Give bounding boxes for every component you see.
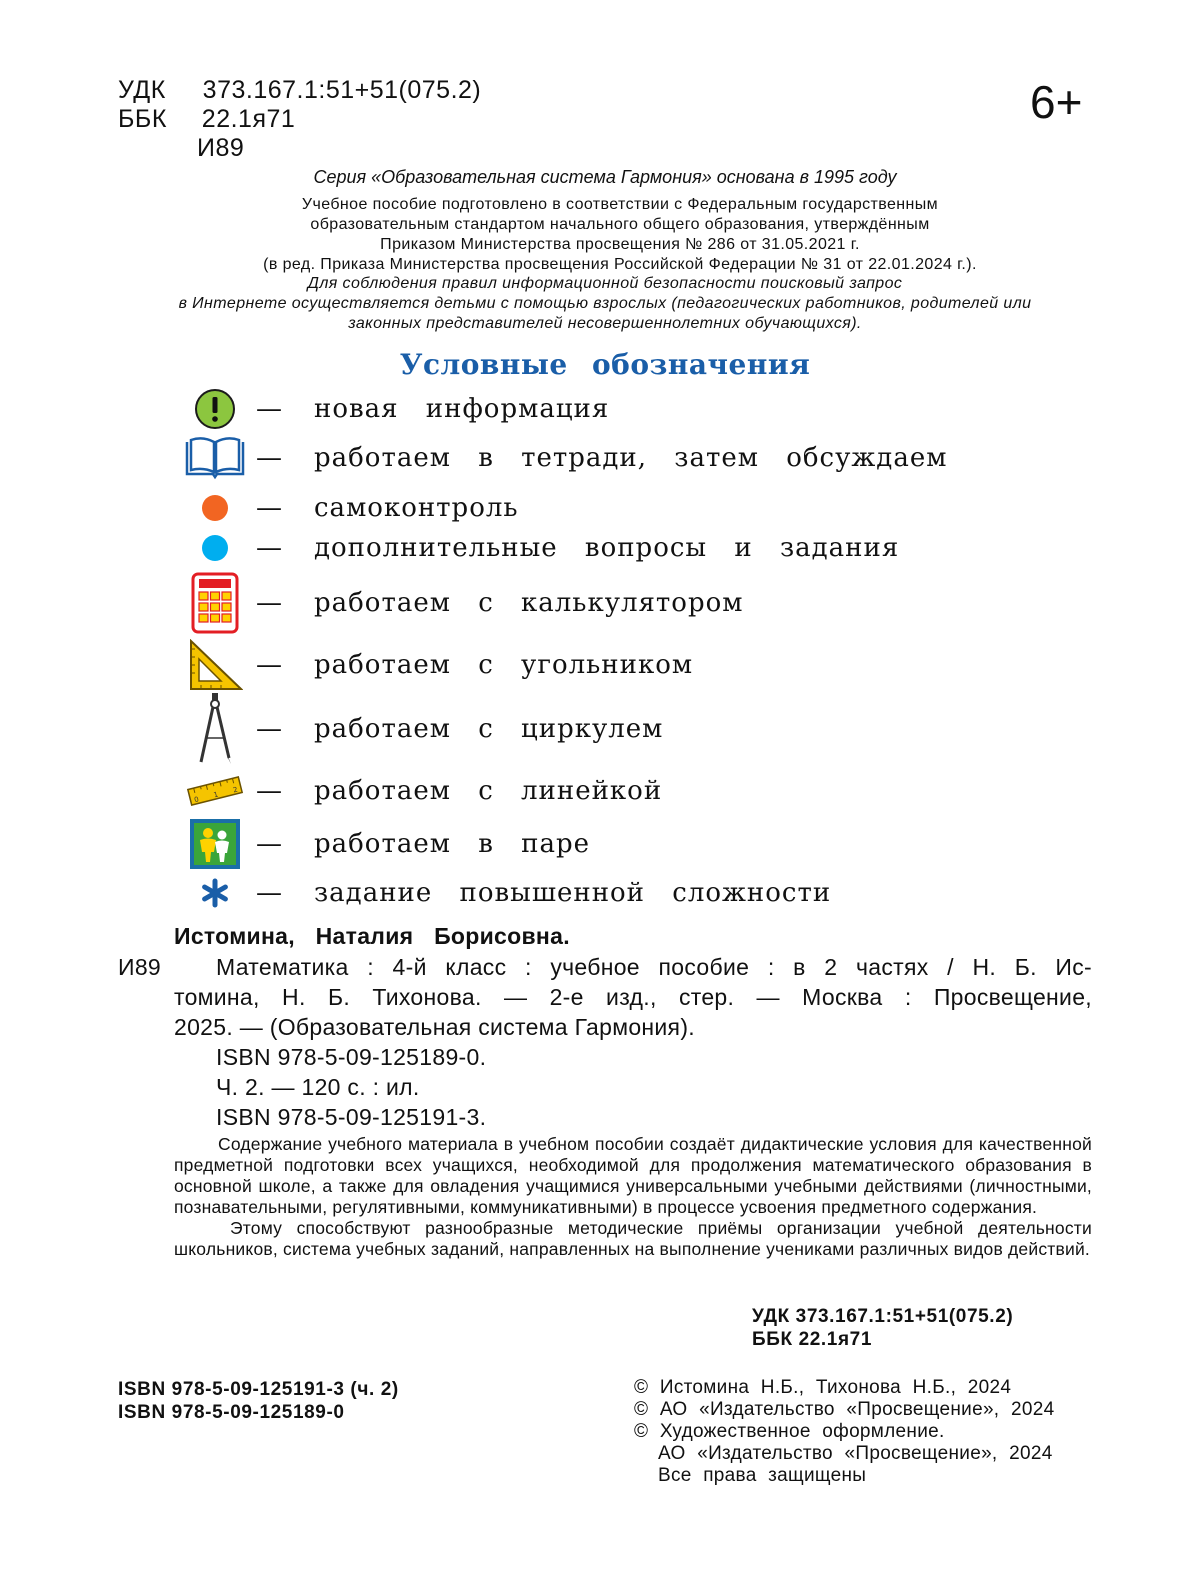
legend-item-set-square	[180, 636, 1080, 694]
biblio-line: Математика : 4-й класс : учебное пособие : в 2 частях / Н. Б. Ис-	[216, 954, 1092, 980]
pair-work-icon	[180, 816, 250, 872]
ruler-digit: 0	[193, 795, 200, 805]
safety-block	[0, 274, 1200, 334]
biblio-record	[174, 952, 1092, 1132]
calculator-icon	[180, 571, 250, 635]
udk-line	[118, 76, 481, 104]
legend-text: дополнительные вопросы и задания	[314, 533, 900, 563]
bbk-value: 22.1я71	[201, 105, 296, 133]
bbk-label: ББК	[118, 105, 167, 133]
legend-text: работаем в паре	[314, 829, 590, 859]
legend-dash: —	[256, 714, 282, 744]
legend-item-compass	[180, 692, 1080, 766]
legend-dash: —	[256, 533, 282, 563]
notice-block	[0, 195, 1200, 275]
legend-text: новая информация	[314, 394, 610, 424]
bbk-line	[118, 105, 295, 133]
copyright-line: Все права защищены	[658, 1465, 867, 1486]
legend-item-pair-work	[180, 816, 1080, 872]
set-square-icon	[180, 636, 250, 694]
legend-text: самоконтроль	[314, 493, 519, 523]
author-heading: Истомина, Наталия Борисовна.	[174, 923, 570, 949]
blue-dot-icon	[180, 523, 250, 573]
copyright-block	[634, 1377, 1096, 1487]
legend-item-extra-questions	[180, 523, 1080, 573]
compass-icon	[180, 692, 250, 766]
legend-dash: —	[256, 776, 282, 806]
safety-line: законных представителей несовершеннолетних обучающихся).	[348, 315, 862, 332]
ruler-digit: 1	[212, 790, 220, 800]
isbn-part: ISBN 978-5-09-125191-3.	[216, 1104, 487, 1130]
udk-value: 373.167.1:51+51(075.2)	[202, 76, 482, 104]
notice-line: (в ред. Приказа Министерства просвещения Российской Федерации № 31 от 22.01.2024 г.).	[263, 256, 977, 273]
notice-line: Учебное пособие подготовлено в соответствии с Федеральным государственным	[301, 196, 939, 213]
isbn-line: ISBN 978-5-09-125191-3 (ч. 2)	[118, 1379, 399, 1400]
legend-title: Условные обозначения	[399, 348, 811, 381]
ruler-icon	[180, 766, 250, 816]
legend-dash: —	[256, 493, 282, 523]
footer-bbk: ББК 22.1я71	[752, 1329, 872, 1350]
biblio-mark: И89	[118, 954, 162, 980]
legend-item-ruler	[180, 766, 1080, 816]
udk-label: УДК	[118, 76, 166, 104]
legend-dash: —	[256, 829, 282, 859]
legend-text: задание повышенной сложности	[314, 878, 832, 908]
abstract-paragraph: Этому способствуют разнообразные методические приёмы организации учебной деятельности школьников, система учебных заданий, направленных на выполнение учениками различных видов действий.	[174, 1218, 1092, 1259]
isbn-line: ISBN 978-5-09-125189-0	[118, 1402, 345, 1423]
legend-item-new-info	[180, 384, 1080, 434]
legend-dash: —	[256, 878, 282, 908]
abstract-paragraph: Содержание учебного материала в учебном пособии создаёт дидактические условия для качественной предметной подготовки всех учащихся, необходимой для продолжения математического образования в основной школе, а также для овладения учащимися универсальными учебными действиями (личностными, познавательными, регулятивными, коммуникативными) в процессе усвоения предметного содержания.	[174, 1134, 1092, 1217]
copyright-line: © Истомина Н.Б., Тихонова Н.Б., 2024	[634, 1377, 1012, 1398]
legend-item-advanced-task	[180, 870, 1080, 916]
footer-codes	[752, 1305, 1013, 1351]
legend-dash: —	[256, 650, 282, 680]
ruler-digit: 2	[232, 785, 239, 795]
legend-dash: —	[256, 588, 282, 618]
author-mark: И89	[197, 134, 245, 162]
legend-item-calculator	[180, 571, 1080, 635]
legend-text: работаем с циркулем	[314, 714, 664, 744]
notice-line: образовательным стандартом начального общего образования, утверждённым	[310, 216, 930, 233]
asterisk-icon	[180, 870, 250, 916]
abstract	[174, 1134, 1092, 1260]
age-rating: 6+	[1030, 76, 1083, 128]
copyright-line: АО «Издательство «Просвещение», 2024	[658, 1443, 1053, 1464]
open-book-icon	[180, 433, 250, 483]
series-line: Серия «Образовательная система Гармония» основана в 1995 году	[313, 167, 897, 187]
safety-line: в Интернете осуществляется детьми с помощью взрослых (педагогических работников, родителей или	[178, 295, 1032, 312]
legend-item-notebook	[180, 433, 1080, 483]
legend-dash: —	[256, 394, 282, 424]
isbn-block	[118, 1378, 399, 1424]
safety-line: Для соблюдения правил информационной безопасности поисковый запрос	[307, 275, 903, 292]
notice-line: Приказом Министерства просвещения № 286 от 31.05.2021 г.	[380, 236, 860, 253]
legend-text: работаем с угольником	[314, 650, 694, 680]
exclamation-icon	[180, 384, 250, 434]
copyright-line: © Художественное оформление.	[634, 1421, 945, 1442]
biblio-line: 2025. — (Образовательная система Гармония).	[174, 1014, 695, 1040]
footer-udk: УДК 373.167.1:51+51(075.2)	[752, 1306, 1014, 1327]
legend-text: работаем с калькулятором	[314, 588, 744, 618]
isbn-general: ISBN 978-5-09-125189-0.	[216, 1044, 487, 1070]
biblio-line: томина, Н. Б. Тихонова. — 2-е изд., стер. — Москва : Просвещение,	[174, 984, 1092, 1010]
legend-dash: —	[256, 443, 282, 473]
copyright-line: © АО «Издательство «Просвещение», 2024	[634, 1399, 1055, 1420]
part-info: Ч. 2. — 120 с. : ил.	[216, 1074, 420, 1100]
legend-text: работаем с линейкой	[314, 776, 663, 806]
legend-text: работаем в тетради, затем обсуждаем	[314, 443, 948, 473]
